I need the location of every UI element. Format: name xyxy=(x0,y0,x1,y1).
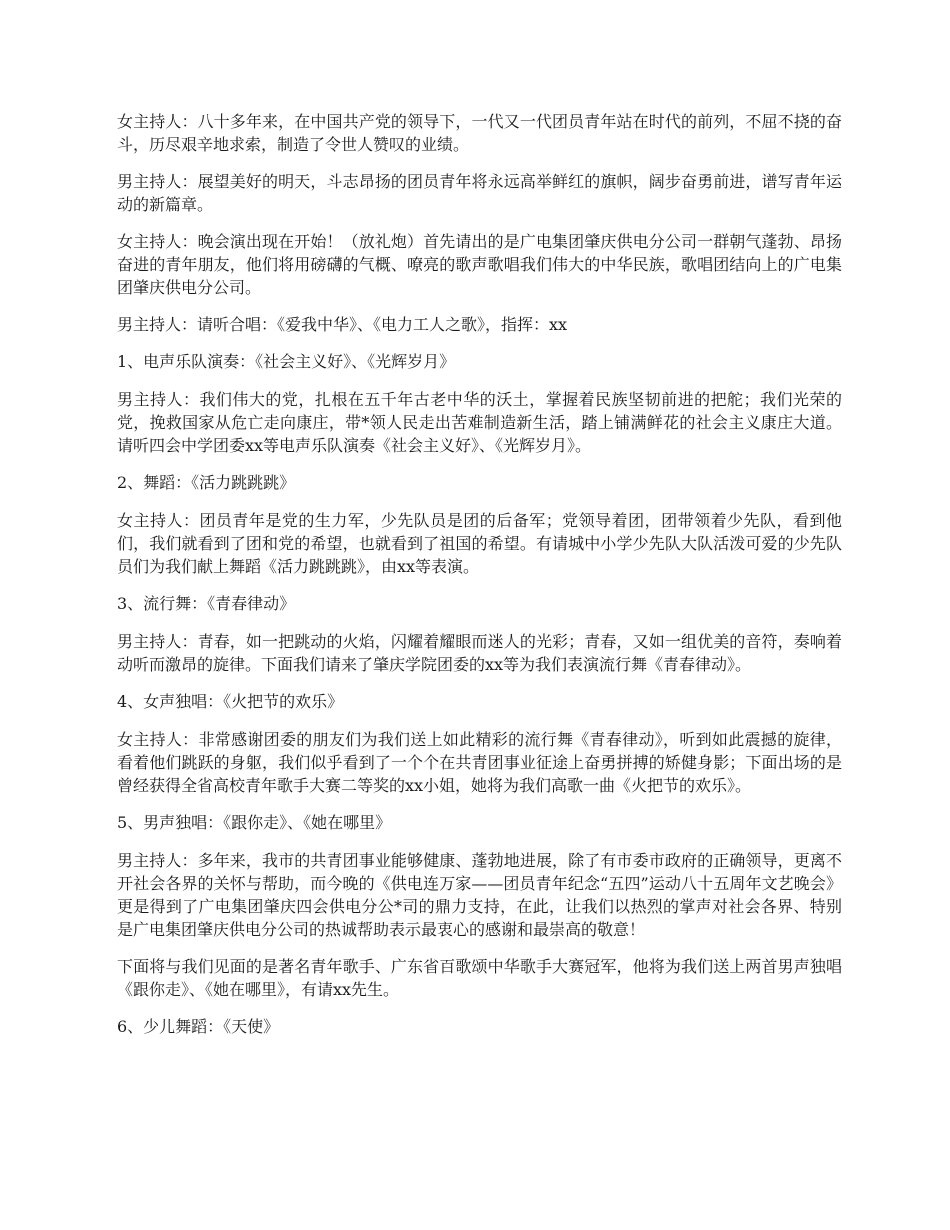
paragraph-male-host-chorus: 男主持人：请听合唱：《爱我中华》、《电力工人之歌》，指挥：xx xyxy=(117,315,568,334)
paragraph-male-host-party: 男主持人：我们伟大的党，扎根在五千年古老中华的沃土，掌握着民族坚韧前进的把舵；我们光荣的党，挽救国家从危亡走向康庄，带*领人民走出苦难制造新生活，踏上铺满鲜花的社会主义康庄大道。请听四会中学团委xx等电声乐队演奏《社会主义好》、《光辉岁月》。 xyxy=(117,390,842,455)
program-item-4: 4、女声独唱：《火把节的欢乐》 xyxy=(117,692,344,711)
paragraph-female-host-youth: 女主持人：团员青年是党的生力军，少先队员是团的后备军；党领导着团，团带领着少先队，看到他们，我们就看到了团和党的希望，也就看到了祖国的希望。有请城中小学少先队大队活泼可爱的少先队员们为我们献上舞蹈《活力跳跳跳》，由xx等表演。 xyxy=(117,511,842,576)
program-item-6: 6、少儿舞蹈：《天使》 xyxy=(117,1017,280,1036)
paragraph-female-host-opening: 女主持人：晚会演出现在开始！（放礼炮）首先请出的是广电集团肇庆供电分公司一群朝气蓬勃、昂扬奋进的青年朋友，他们将用磅礴的气概、嘹亮的歌声歌唱我们伟大的中华民族，歌唱团结向上的广电集团肇庆供电分公司。 xyxy=(117,232,842,297)
program-item-1: 1、电声乐队演奏：《社会主义好》、《光辉岁月》 xyxy=(117,352,456,371)
paragraph-male-host-youth-flame: 男主持人：青春，如一把跳动的火焰，闪耀着耀眼而迷人的光彩；青春，又如一组优美的音符，奏响着动听而激昂的旋律。下面我们请来了肇庆学院团委的xx等为我们表演流行舞《青春律动》。 xyxy=(117,632,842,674)
program-item-5: 5、男声独唱：《跟你走》、《她在哪里》 xyxy=(117,813,392,832)
paragraph-male-host-gratitude: 男主持人：多年来，我市的共青团事业能够健康、蓬勃地进展，除了有市委市政府的正确领导，更离不开社会各界的关怀与帮助，而今晚的《供电连万家——团员青年纪念“五四”运动八十五周年文艺晚会》更是得到了广电集团肇庆四会供电分公*司的鼎力支持，在此，让我们以热烈的掌声对社会各界、特别是广电集团肇庆供电分公司的热诚帮助表示最衷心的感谢和最崇高的敬意！ xyxy=(117,851,842,939)
paragraph-singer-intro: 下面将与我们见面的是著名青年歌手、广东省百歌颂中华歌手大赛冠军，他将为我们送上两首男声独唱《跟你走》、《她在哪里》，有请xx先生。 xyxy=(117,957,842,999)
paragraph-male-host-future: 男主持人：展望美好的明天，斗志昂扬的团员青年将永远高举鲜红的旗帜，阔步奋勇前进，谱写青年运动的新篇章。 xyxy=(117,172,842,214)
paragraph-female-host-intro: 女主持人：八十多年来，在中国共产党的领导下，一代又一代团员青年站在时代的前列，不屈不挠的奋斗，历尽艰辛地求索，制造了令世人赞叹的业绩。 xyxy=(117,112,842,154)
program-item-2: 2、舞蹈：《活力跳跳跳》 xyxy=(117,473,296,492)
program-item-3: 3、流行舞：《青春律动》 xyxy=(117,594,296,613)
paragraph-female-host-thanks: 女主持人：非常感谢团委的朋友们为我们送上如此精彩的流行舞《青春律动》，听到如此震撼的旋律，看着他们跳跃的身躯，我们似乎看到了一个个在共青团事业征途上奋勇拼搏的矫健身影；下面出场的是曾经获得全省高校青年歌手大赛二等奖的xx小姐，她将为我们高歌一曲《火把节的欢乐》。 xyxy=(117,730,842,795)
document-body xyxy=(117,110,842,1053)
